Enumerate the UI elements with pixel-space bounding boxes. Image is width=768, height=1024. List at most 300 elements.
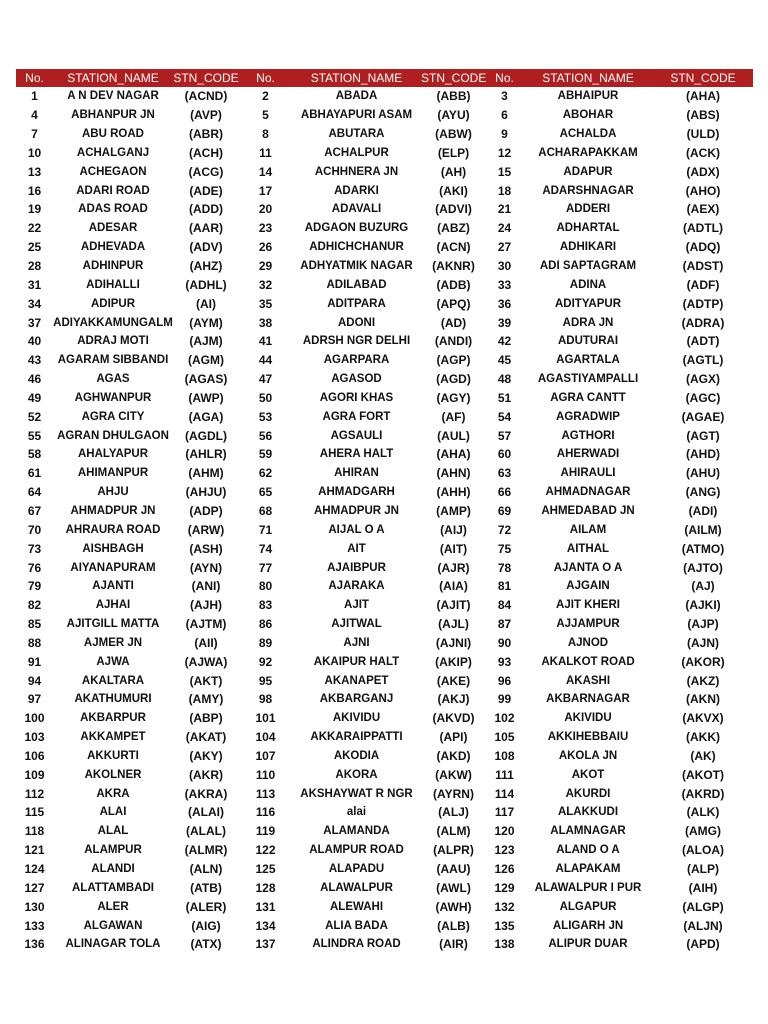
station-number: 53 xyxy=(258,409,273,424)
station-number: 102 xyxy=(494,711,515,726)
station-name: AHMADPUR JN xyxy=(314,504,399,517)
station-code: (ACG) xyxy=(188,164,224,179)
station-code: (AHH) xyxy=(436,485,471,500)
station-name: AIT xyxy=(347,542,366,555)
table-row xyxy=(16,652,753,671)
station-number: 107 xyxy=(255,748,276,763)
station-number: 32 xyxy=(258,277,273,292)
station-code: (AGAS) xyxy=(184,372,228,387)
station-code: (AJP) xyxy=(687,617,719,632)
station-name: AKASHI xyxy=(565,674,611,687)
station-code: (ADV) xyxy=(189,240,223,255)
station-name: ALAPAKAM xyxy=(555,863,621,876)
station-code: (AKR) xyxy=(189,767,223,782)
station-number: 40 xyxy=(27,334,42,349)
station-name: AKANAPET xyxy=(324,674,389,687)
station-name: AKKARAIPPATTI xyxy=(310,731,403,744)
station-name: ACHARAPAKKAM xyxy=(538,146,638,159)
station-number: 63 xyxy=(497,466,512,481)
station-name: ADDERI xyxy=(565,203,611,216)
station-number: 24 xyxy=(497,221,512,236)
station-number: 97 xyxy=(27,692,42,707)
station-code: (AIT) xyxy=(439,541,468,556)
table-row xyxy=(16,464,753,483)
station-number: 34 xyxy=(27,296,42,311)
station-code: (AKOR) xyxy=(681,654,725,669)
station-code: (AGX) xyxy=(686,372,720,387)
station-number: 106 xyxy=(24,748,45,763)
station-number: 31 xyxy=(27,277,42,292)
station-number: 118 xyxy=(24,824,45,839)
station-number: 90 xyxy=(497,635,512,650)
station-number: 26 xyxy=(258,240,273,255)
station-code: (AKZ) xyxy=(686,673,720,688)
station-number: 21 xyxy=(497,202,512,217)
station-number: 27 xyxy=(497,240,512,255)
station-number: 104 xyxy=(255,730,276,745)
station-number: 80 xyxy=(258,579,273,594)
station-code: (AAU) xyxy=(436,862,471,877)
station-name: ADRSH NGR DELHI xyxy=(302,335,411,348)
station-code: (AGAE) xyxy=(681,409,725,424)
station-code: (AIG) xyxy=(191,918,221,933)
station-code: (AGDL) xyxy=(185,428,227,443)
station-number: 41 xyxy=(258,334,273,349)
station-number: 4 xyxy=(31,108,38,123)
station-code: (AKNR) xyxy=(432,259,475,274)
header-no: No. xyxy=(486,69,523,87)
station-number: 6 xyxy=(501,108,508,123)
station-code: (AJM) xyxy=(189,334,223,349)
station-code: (ALN) xyxy=(189,862,223,877)
table-row xyxy=(16,181,753,200)
station-number: 49 xyxy=(27,390,42,405)
station-code: (AJTM) xyxy=(185,617,227,632)
station-number: 136 xyxy=(24,937,45,952)
table-row xyxy=(16,351,753,370)
station-name: ALAWALPUR I PUR xyxy=(534,881,642,894)
station-name: AKBARPUR xyxy=(80,712,146,725)
station-name: AHERWADI xyxy=(556,448,620,461)
station-code: (AHA) xyxy=(436,447,471,462)
station-number: 2 xyxy=(262,89,269,104)
station-name: AISHBAGH xyxy=(82,542,144,555)
station-number: 126 xyxy=(494,862,515,877)
station-name: ALAMANDA xyxy=(323,825,390,838)
station-number: 95 xyxy=(258,673,273,688)
station-number: 7 xyxy=(31,127,38,142)
table-row xyxy=(16,144,753,163)
station-code: (ADE) xyxy=(189,183,223,198)
station-number: 37 xyxy=(27,315,42,330)
station-number: 70 xyxy=(27,522,42,537)
station-code: (AHN) xyxy=(436,466,471,481)
table-row xyxy=(16,407,753,426)
station-code: (ADQ) xyxy=(685,240,721,255)
station-number: 35 xyxy=(258,296,273,311)
station-number: 43 xyxy=(27,353,42,368)
station-number: 71 xyxy=(258,522,273,537)
station-name: AJHAI xyxy=(95,599,131,612)
station-number: 45 xyxy=(497,353,512,368)
station-name: alai xyxy=(346,806,367,819)
station-number: 119 xyxy=(255,824,276,839)
station-number: 39 xyxy=(497,315,512,330)
station-code: (AJN) xyxy=(687,635,719,650)
station-code: (ALOA) xyxy=(682,843,724,858)
station-name: ADARKI xyxy=(334,184,379,197)
station-number: 113 xyxy=(255,786,276,801)
station-number: 54 xyxy=(497,409,512,424)
station-number: 15 xyxy=(497,164,512,179)
station-name: AIYANAPURAM xyxy=(70,561,156,574)
station-name: AKOLNER xyxy=(84,768,142,781)
table-row xyxy=(16,803,753,822)
station-name: AHJU xyxy=(97,486,129,499)
station-name: ABHANPUR JN xyxy=(71,109,155,122)
station-name: AKATHUMURI xyxy=(74,693,152,706)
station-number: 72 xyxy=(497,522,512,537)
station-name: ALINAGAR TOLA xyxy=(65,938,161,951)
station-code: (ATB) xyxy=(190,880,222,895)
station-code: (ALJ) xyxy=(438,805,469,820)
table-row xyxy=(16,313,753,332)
station-code: (AJL) xyxy=(438,617,469,632)
station-name: AJIT xyxy=(344,599,369,612)
station-name: ABHAYAPURI ASAM xyxy=(300,109,413,122)
station-name: A N DEV NAGAR xyxy=(67,90,159,103)
station-name: ALIPUR DUAR xyxy=(548,938,628,951)
station-number: 42 xyxy=(497,334,512,349)
station-name: ABHAIPUR xyxy=(557,90,619,103)
station-number: 76 xyxy=(27,560,42,575)
station-number: 69 xyxy=(497,503,512,518)
station-code: (AAR) xyxy=(189,221,223,236)
station-number: 73 xyxy=(27,541,42,556)
station-name: ACHALGANJ xyxy=(76,146,150,159)
station-number: 115 xyxy=(24,805,45,820)
station-number: 85 xyxy=(27,617,42,632)
station-name: ALAND O A xyxy=(556,844,620,857)
station-name: AJNOD xyxy=(567,636,609,649)
station-code: (ANDI) xyxy=(434,334,473,349)
station-code: (APD) xyxy=(686,937,720,952)
station-name: ADAPUR xyxy=(563,165,613,178)
station-code: (AJIT) xyxy=(436,598,471,613)
station-number: 105 xyxy=(494,730,515,745)
station-name: AHIRAULI xyxy=(560,467,616,480)
station-number: 129 xyxy=(494,880,515,895)
header-station-name: STATION_NAME xyxy=(523,69,653,87)
station-name: AKOT xyxy=(571,768,605,781)
station-number: 131 xyxy=(255,899,276,914)
table-row xyxy=(16,596,753,615)
station-number: 109 xyxy=(24,767,45,782)
station-code-table xyxy=(16,69,753,954)
table-row xyxy=(16,502,753,521)
station-code: (ADB) xyxy=(436,277,471,292)
station-code: (ABZ) xyxy=(437,221,470,236)
station-number: 132 xyxy=(494,899,515,914)
station-number: 83 xyxy=(258,598,273,613)
station-code: (ACH) xyxy=(189,145,223,160)
station-name: ACHALPUR xyxy=(324,146,389,159)
station-number: 117 xyxy=(494,805,515,820)
station-name: ADHINPUR xyxy=(82,260,144,273)
station-name: ADIPUR xyxy=(90,297,136,310)
station-code: (AGTL) xyxy=(682,353,724,368)
station-number: 5 xyxy=(262,108,269,123)
station-name: ALEWAHI xyxy=(329,900,384,913)
table-row xyxy=(16,426,753,445)
station-code: (ALPR) xyxy=(433,843,474,858)
table-row xyxy=(16,445,753,464)
station-number: 48 xyxy=(497,372,512,387)
station-number: 51 xyxy=(497,390,512,405)
table-row xyxy=(16,294,753,313)
station-code: (AKOT) xyxy=(682,767,724,782)
station-name: AILAM xyxy=(569,523,607,536)
station-number: 82 xyxy=(27,598,42,613)
station-number: 23 xyxy=(258,221,273,236)
station-name: ABOHAR xyxy=(562,109,614,122)
station-code: (ABW) xyxy=(435,127,472,142)
station-number: 98 xyxy=(258,692,273,707)
station-number: 138 xyxy=(494,937,515,952)
station-number: 59 xyxy=(258,447,273,462)
station-number: 112 xyxy=(24,786,45,801)
station-number: 110 xyxy=(255,767,276,782)
station-number: 67 xyxy=(27,503,42,518)
station-name: ADIYAKKAMUNGALM xyxy=(53,316,173,329)
station-code: (AKY) xyxy=(189,748,223,763)
station-name: AHERA HALT xyxy=(319,448,394,461)
table-row xyxy=(16,87,753,106)
station-name: AGARPARA xyxy=(323,354,390,367)
station-number: 91 xyxy=(27,654,42,669)
station-code: (ADI) xyxy=(688,503,718,518)
station-number: 89 xyxy=(258,635,273,650)
station-number: 134 xyxy=(255,918,276,933)
table-row xyxy=(16,784,753,803)
station-code: (ASH) xyxy=(189,541,223,556)
station-code: (ACK) xyxy=(686,145,720,160)
station-name: AGORI KHAS xyxy=(319,391,394,404)
station-name: AGRADWIP xyxy=(556,410,620,423)
station-number: 93 xyxy=(497,654,512,669)
station-name: ACHALDA xyxy=(559,128,617,141)
station-code: (AYRN) xyxy=(433,786,474,801)
station-number: 124 xyxy=(24,862,45,877)
station-name: ADIHALLI xyxy=(86,278,140,291)
station-code: (AGP) xyxy=(436,353,471,368)
station-name: AGRA CANTT xyxy=(550,391,626,404)
station-code: (AHJU) xyxy=(185,485,227,500)
station-code: (AI) xyxy=(196,296,216,311)
station-code: (AGD) xyxy=(436,372,471,387)
station-number: 17 xyxy=(258,183,273,198)
station-name: ADINA xyxy=(569,278,607,291)
station-code: (AMY) xyxy=(188,692,224,707)
station-code: (AEX) xyxy=(686,202,720,217)
station-number: 120 xyxy=(494,824,515,839)
station-name: AGHWANPUR xyxy=(74,391,152,404)
station-name: ABU ROAD xyxy=(82,128,144,141)
station-number: 66 xyxy=(497,485,512,500)
station-name: ALINDRA ROAD xyxy=(312,938,401,951)
station-name: AGARAM SIBBANDI xyxy=(57,354,169,367)
station-name: AKORA xyxy=(335,768,378,781)
station-name: AKODIA xyxy=(333,749,380,762)
station-code-sheet xyxy=(16,69,753,954)
station-code: (AWL) xyxy=(436,880,471,895)
station-number: 123 xyxy=(494,843,515,858)
station-name: AGAS xyxy=(96,373,130,386)
station-code: (AJ) xyxy=(691,579,715,594)
station-name: AHMEDABAD JN xyxy=(541,504,635,517)
station-number: 122 xyxy=(255,843,276,858)
station-code: (AMP) xyxy=(436,503,471,518)
table-row xyxy=(16,238,753,257)
station-code: (AKT) xyxy=(189,673,223,688)
table-row xyxy=(16,935,753,954)
station-number: 68 xyxy=(258,503,273,518)
station-code: (AIA) xyxy=(439,579,468,594)
station-name: ALAPADU xyxy=(328,863,385,876)
station-name: AJAIBPUR xyxy=(327,561,386,574)
station-name: ALAI xyxy=(99,806,127,819)
station-code: (ADTL) xyxy=(683,221,723,236)
table-row xyxy=(16,219,753,238)
station-code: (AKK) xyxy=(686,730,720,745)
station-number: 78 xyxy=(497,560,512,575)
station-code: (ALER) xyxy=(185,899,227,914)
station-name: AKAIPUR HALT xyxy=(313,655,400,668)
station-code: (AII) xyxy=(194,635,218,650)
station-code: (ADVI) xyxy=(435,202,472,217)
table-row xyxy=(16,370,753,389)
station-code: (ABP) xyxy=(189,711,223,726)
station-name: AGRA FORT xyxy=(322,410,391,423)
station-code: (ALM) xyxy=(436,824,471,839)
station-code: (AKW) xyxy=(435,767,472,782)
station-code: (AYM) xyxy=(189,315,223,330)
station-code: (AHO) xyxy=(685,183,721,198)
station-code: (ADHL) xyxy=(185,277,227,292)
station-number: 1 xyxy=(31,89,38,104)
station-code: (AF) xyxy=(441,409,466,424)
station-name: ALGAWAN xyxy=(83,919,143,932)
station-code: (ALGP) xyxy=(682,899,724,914)
station-number: 46 xyxy=(27,372,42,387)
station-name: AKIVIDU xyxy=(332,712,381,725)
station-number: 114 xyxy=(494,786,515,801)
table-row xyxy=(16,275,753,294)
station-code: (ALAL) xyxy=(186,824,226,839)
station-name: AJITWAL xyxy=(331,618,382,631)
station-code: (AWP) xyxy=(188,390,224,405)
station-number: 92 xyxy=(258,654,273,669)
station-number: 55 xyxy=(27,428,42,443)
table-row xyxy=(16,860,753,879)
station-number: 11 xyxy=(259,145,272,160)
station-name: ALATTAMBADI xyxy=(72,881,154,894)
station-name: AKIVIDU xyxy=(564,712,612,725)
station-code: (AHLR) xyxy=(185,447,227,462)
station-number: 14 xyxy=(258,164,273,179)
station-code: (ADD) xyxy=(189,202,223,217)
table-row xyxy=(16,897,753,916)
station-code: (ALAI) xyxy=(188,805,224,820)
station-code: (AHU) xyxy=(686,466,720,481)
station-name: ADRAJ MOTI xyxy=(77,335,149,348)
station-code: (AVP) xyxy=(190,108,222,123)
station-number: 57 xyxy=(497,428,512,443)
station-number: 96 xyxy=(497,673,512,688)
station-number: 12 xyxy=(497,145,512,160)
station-number: 20 xyxy=(258,202,273,217)
table-row xyxy=(16,878,753,897)
table-row xyxy=(16,728,753,747)
station-name: AHMADNAGAR xyxy=(545,486,631,499)
station-number: 75 xyxy=(497,541,512,556)
station-name: AJWA xyxy=(96,655,130,668)
table-row xyxy=(16,690,753,709)
station-name: ALANDI xyxy=(91,863,135,876)
station-name: ABADA xyxy=(335,90,378,103)
table-row xyxy=(16,671,753,690)
station-number: 3 xyxy=(501,89,508,104)
station-code: (ADST) xyxy=(682,259,724,274)
station-code: (AILM) xyxy=(684,522,722,537)
station-code: (AKVX) xyxy=(682,711,724,726)
table-header-row xyxy=(16,69,753,87)
table-row xyxy=(16,615,753,634)
station-code: (ARW) xyxy=(187,522,225,537)
station-code: (AHM) xyxy=(188,466,224,481)
station-number: 18 xyxy=(497,183,512,198)
station-name: AKKIHEBBAIU xyxy=(547,731,629,744)
station-code: (AJR) xyxy=(437,560,470,575)
table-row xyxy=(16,483,753,502)
table-row xyxy=(16,257,753,276)
station-number: 108 xyxy=(494,748,515,763)
header-stn-code: STN_CODE xyxy=(173,71,239,85)
station-code: (AK) xyxy=(690,748,716,763)
station-name: AGSAULI xyxy=(330,429,383,442)
station-code: (AGM) xyxy=(188,353,224,368)
station-name: ADI SAPTAGRAM xyxy=(539,260,637,273)
station-code: (AGT) xyxy=(686,428,720,443)
station-name: ADHYATMIK NAGAR xyxy=(300,260,413,273)
station-code: (AKJ) xyxy=(437,692,470,707)
station-name: AKKURTI xyxy=(87,749,139,762)
station-name: ALAL xyxy=(97,825,129,838)
station-name: AKALKOT ROAD xyxy=(541,655,635,668)
header-stn-code: STN_CODE xyxy=(421,71,487,85)
station-number: 8 xyxy=(262,127,269,142)
table-row xyxy=(16,765,753,784)
station-number: 58 xyxy=(27,447,42,462)
station-name: ADITPARA xyxy=(327,297,386,310)
station-name: ALAMNAGAR xyxy=(550,825,626,838)
station-name: AHMADPUR JN xyxy=(70,504,156,517)
station-code: (ACN) xyxy=(436,240,471,255)
station-code: (ATMO) xyxy=(681,541,725,556)
station-number: 127 xyxy=(24,880,45,895)
station-number: 64 xyxy=(27,485,42,500)
table-row xyxy=(16,539,753,558)
